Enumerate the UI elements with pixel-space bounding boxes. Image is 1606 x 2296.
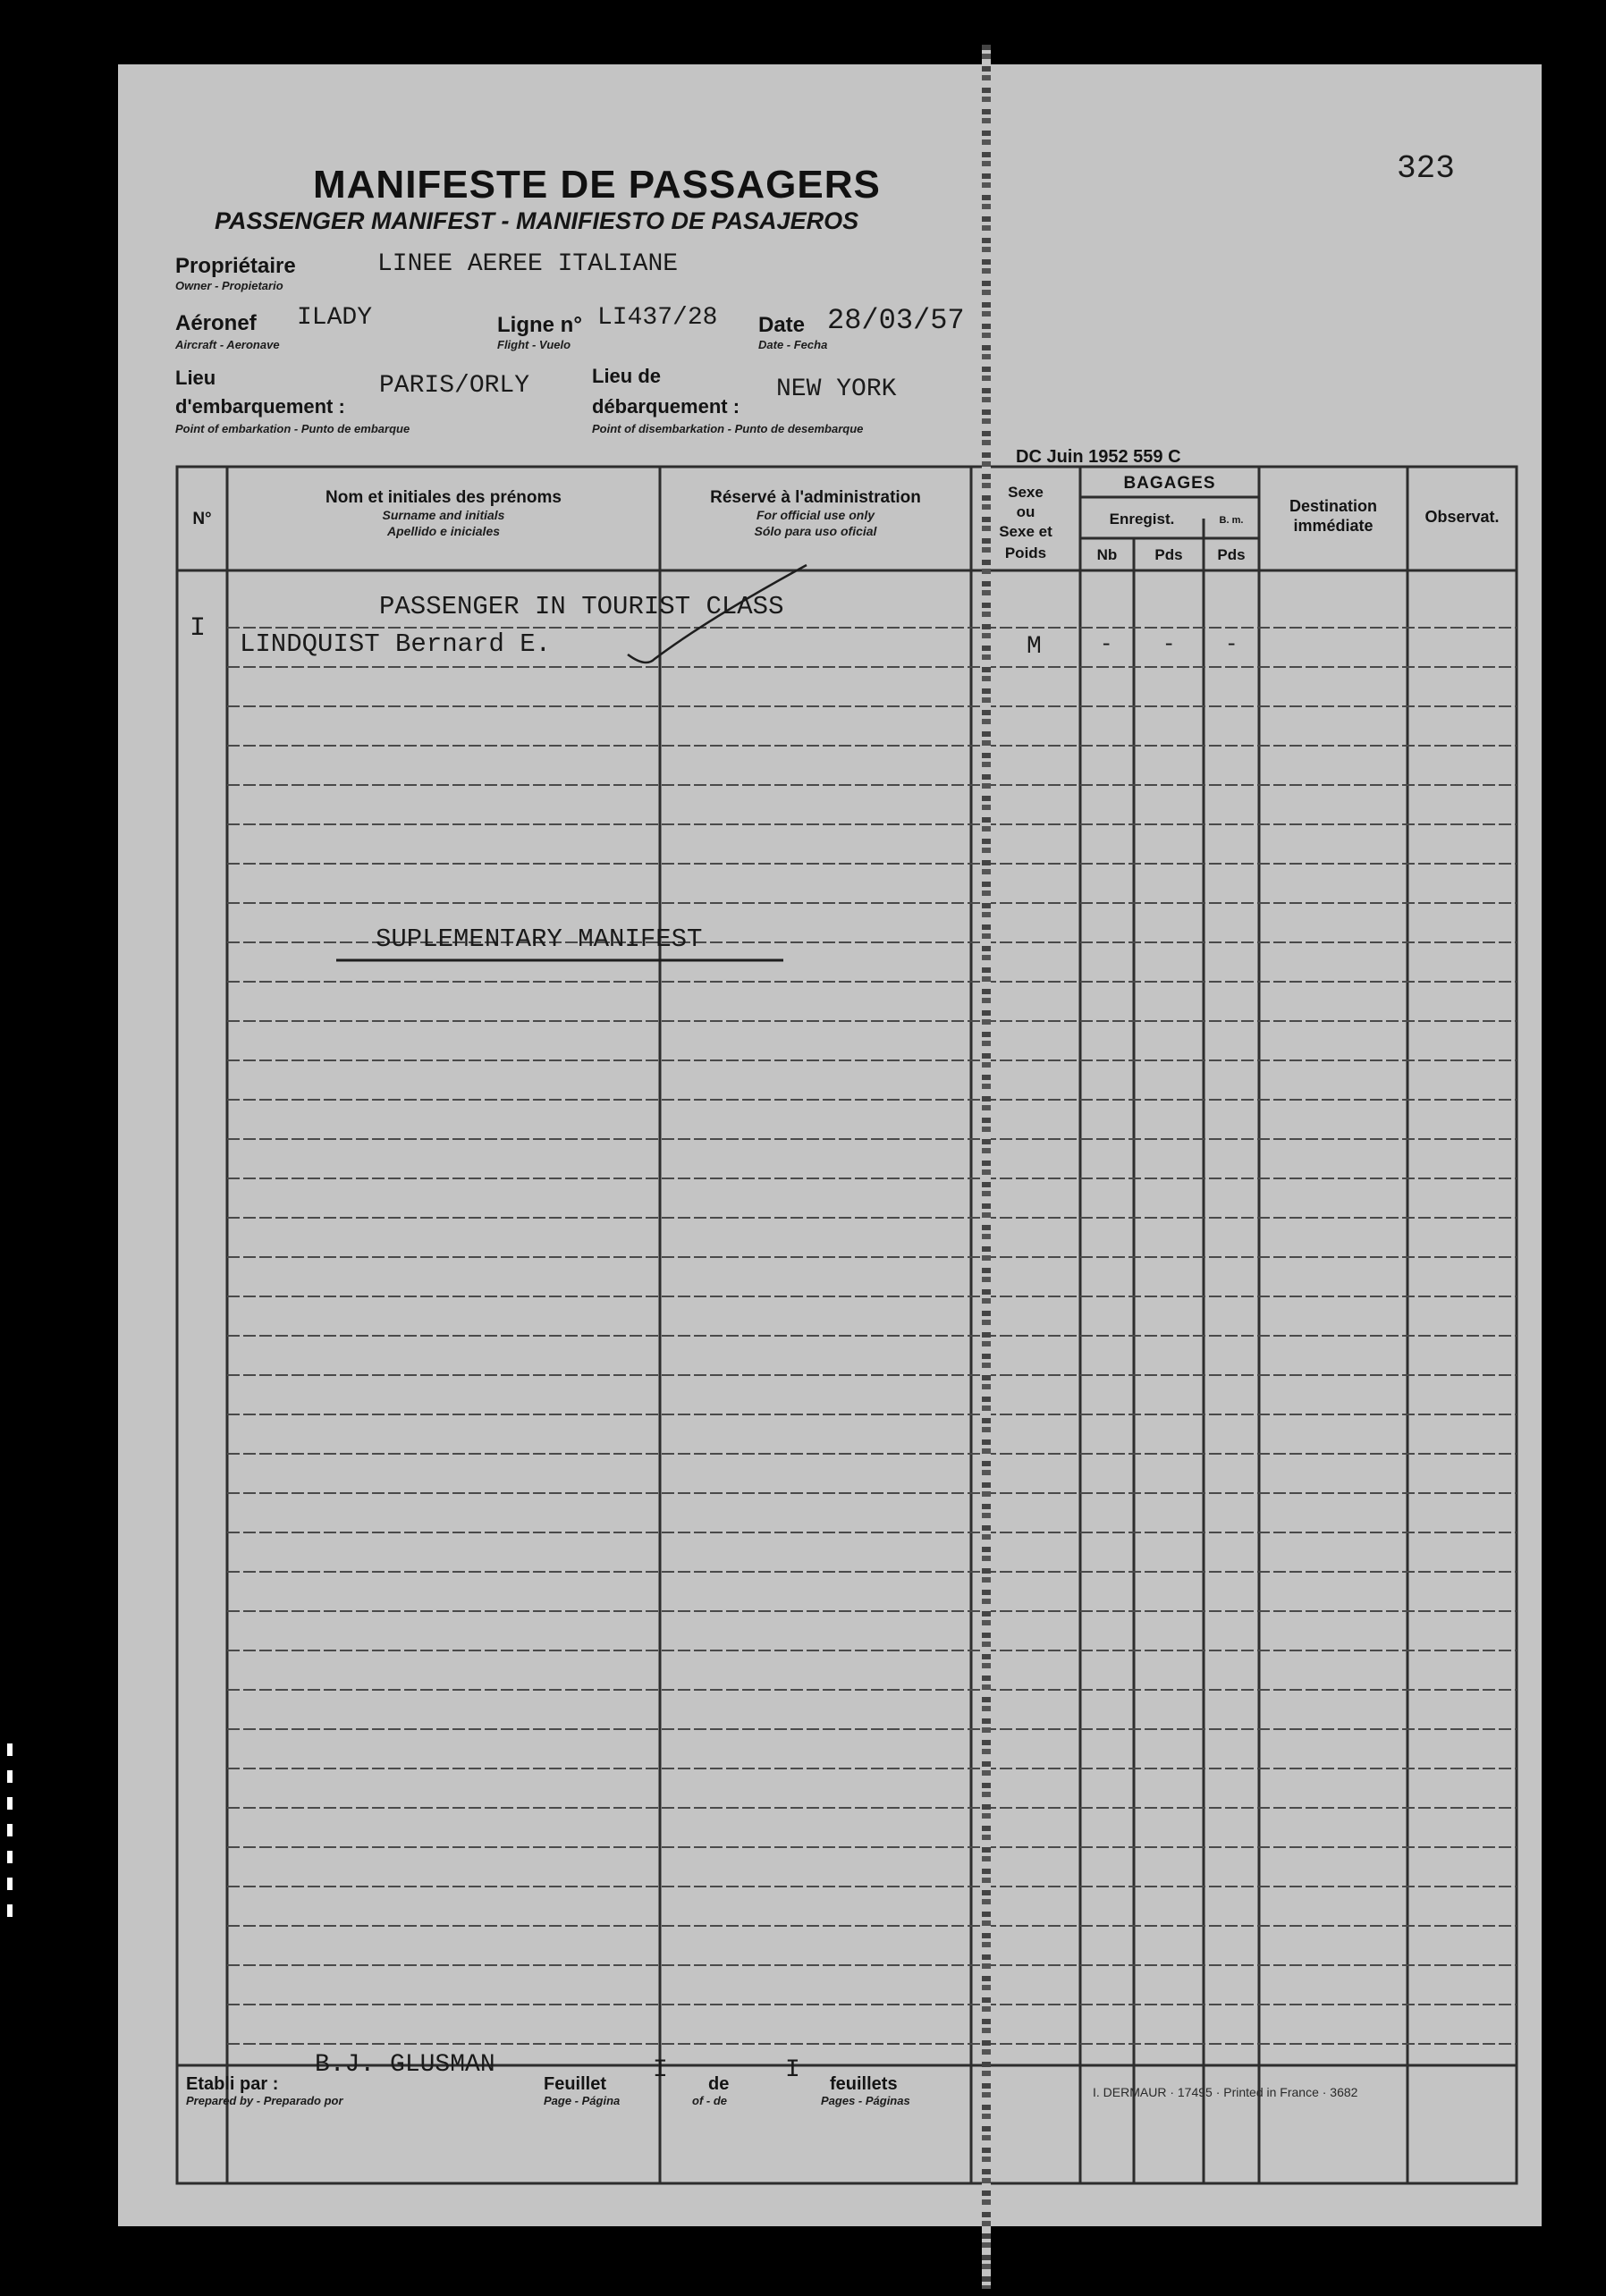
col-hand-header: B. m. xyxy=(1219,515,1244,526)
disembark-sub: Point of disembarkation - Punto de desembarque xyxy=(592,422,864,435)
sheets-sub: Pages - Páginas xyxy=(821,2094,910,2107)
col-name-header-en: Surname and initials xyxy=(382,508,505,522)
disembark-label-1: Lieu de xyxy=(592,365,662,387)
sheet-sub: Page - Página xyxy=(544,2094,621,2107)
date-label: Date xyxy=(758,313,806,337)
col-sex-header-1: Sexe xyxy=(1008,484,1044,501)
flight-value: LI437/28 xyxy=(597,304,718,332)
col-pds2-header: Pds xyxy=(1217,546,1246,563)
col-observations-header: Observat. xyxy=(1424,508,1500,526)
disembark-label-2: débarquement : xyxy=(592,395,740,418)
film-marks xyxy=(7,1743,13,1931)
col-admin-header: Réservé à l'administration xyxy=(710,488,921,507)
ruled-rows xyxy=(227,628,1517,2044)
col-destination-header-2: immédiate xyxy=(1293,517,1374,535)
col-name-header: Nom et initiales des prénoms xyxy=(325,488,562,507)
aircraft-sub: Aircraft - Aeronave xyxy=(175,338,280,351)
passenger-number: I xyxy=(190,613,207,644)
passenger-name: LINDQUIST Bernard E. xyxy=(240,629,552,659)
col-admin-header-en: For official use only xyxy=(757,508,875,522)
supplementary-manifest: SUPLEMENTARY MANIFEST xyxy=(376,924,703,954)
sheet-label: Feuillet xyxy=(544,2074,607,2094)
col-destination-header-1: Destination xyxy=(1289,497,1377,515)
of-sub: of - de xyxy=(692,2094,727,2107)
embark-sub: Point of embarkation - Punto de embarque xyxy=(175,422,410,435)
printer-credit: I. DERMAUR · 17495 · Printed in France · 3682 xyxy=(1093,2085,1358,2099)
passenger-hand-pds: - xyxy=(1225,633,1238,657)
sheets-label: feuillets xyxy=(830,2074,898,2094)
col-pds-header: Pds xyxy=(1154,546,1183,563)
col-name-header-es: Apellido e iniciales xyxy=(386,524,501,538)
passenger-baggage-nb: - xyxy=(1100,633,1113,657)
form-code: DC Juin 1952 559 C xyxy=(1016,447,1181,467)
owner-label: Propriétaire xyxy=(175,254,296,278)
page-number: 323 xyxy=(1397,150,1455,187)
col-admin-header-es: Sólo para uso oficial xyxy=(754,524,877,538)
manifest-subtitle: PASSENGER MANIFEST - MANIFIESTO DE PASAJEROS xyxy=(215,207,859,234)
passenger-sex: M xyxy=(1027,633,1042,661)
col-nb-header: Nb xyxy=(1096,546,1118,563)
prepared-sub: Prepared by - Preparado por xyxy=(186,2094,343,2107)
disembark-value: NEW YORK xyxy=(776,376,897,403)
col-no-header: N° xyxy=(192,510,212,528)
sheet-value: I xyxy=(653,2056,668,2084)
fold-crease xyxy=(982,45,991,2289)
manifest-page xyxy=(118,64,1542,2226)
prepared-label: Etabli par : xyxy=(186,2074,279,2094)
embark-label-2: d'embarquement : xyxy=(175,395,345,418)
col-registered-header: Enregist. xyxy=(1109,511,1175,528)
col-baggage-header: BAGAGES xyxy=(1123,474,1216,493)
aircraft-value: ILADY xyxy=(297,304,373,332)
passenger-baggage-pds: - xyxy=(1162,633,1176,657)
col-sex-header-4: Poids xyxy=(1004,544,1047,561)
flight-label: Ligne n° xyxy=(497,313,582,337)
class-note: PASSENGER IN TOURIST CLASS xyxy=(379,592,784,621)
date-value: 28/03/57 xyxy=(827,304,965,337)
flight-sub: Flight - Vuelo xyxy=(497,338,571,351)
of-label: de xyxy=(708,2074,730,2094)
col-sex-header-3: Sexe et xyxy=(999,523,1052,540)
embark-label-1: Lieu xyxy=(175,367,216,389)
manifest-title: MANIFESTE DE PASSAGERS xyxy=(313,163,881,207)
of-value: I xyxy=(785,2056,800,2084)
prepared-value: B.J. GLUSMAN xyxy=(315,2051,495,2079)
manifest-table-grid xyxy=(118,64,1542,2226)
owner-sub: Owner - Propietario xyxy=(175,279,283,292)
col-sex-header-2: ou xyxy=(1016,503,1035,520)
date-sub: Date - Fecha xyxy=(758,338,828,351)
aircraft-label: Aéronef xyxy=(175,311,257,335)
owner-value: LINEE AEREE ITALIANE xyxy=(377,250,679,278)
embark-value: PARIS/ORLY xyxy=(379,372,530,400)
